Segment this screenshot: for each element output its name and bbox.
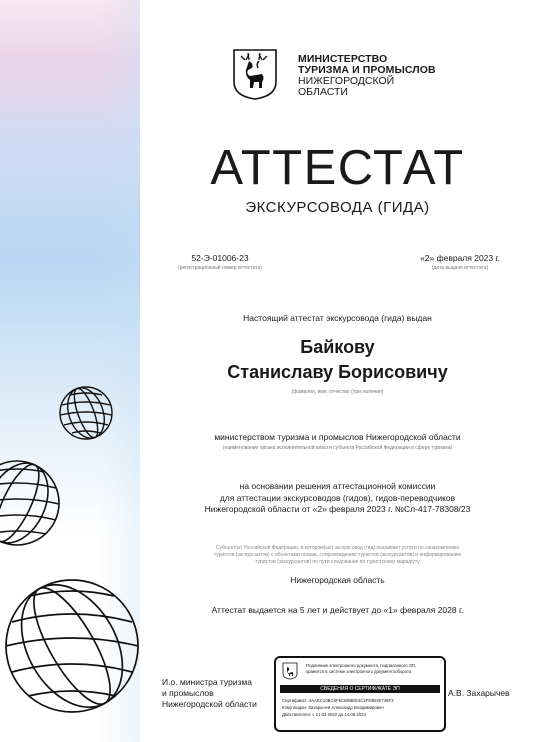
stamp-text-line1: Подлинник электронного документа, подписанного ЭП, (306, 663, 417, 668)
e-signature-stamp (274, 656, 446, 732)
issued-statement: Настоящий аттестат экскурсовода (гида) выдан (243, 313, 432, 323)
basis-text (140, 481, 535, 516)
basis-line1: на основании решения аттестационной комиссии (239, 481, 436, 491)
basis-line2: для аттестации экскурсоводов (гидов), гидов-переводчиков (219, 492, 456, 503)
globe-small-icon (58, 385, 114, 441)
deer-emblem-icon (232, 48, 278, 100)
ministry-header (232, 48, 436, 100)
stamp-owner: Кому выдан: Захарычев Александр Владимирович (282, 705, 384, 710)
region-name: Нижегородская область (290, 575, 385, 585)
stamp-serial: Сертификат: 4AAEC10BC8F5CB0BEE4C2F83B2E746F3 (282, 698, 394, 703)
stamp-text-line2: хранится в системе электронного документооборота (306, 668, 412, 674)
holder-caption: (фамилия, имя, отчество (при наличии) (291, 389, 384, 395)
document-subtitle: ЭКСКУРСОВОДА (ГИДА) (245, 199, 430, 216)
region-note-line3: туристов (экскурсантов) по пути следования по туристскому маршруту (255, 559, 420, 565)
issuing-organization-caption: (наименование органа исполнительной власти субъекта Российской Федерации в сфере туризма) (222, 445, 453, 451)
region-note (160, 545, 515, 566)
document-title: АТТЕСТАТ (210, 141, 465, 195)
ministry-name-line3: НИЖЕГОРОДСКОЙ (298, 75, 395, 87)
signer-line3: Нижегородской области (162, 699, 257, 709)
signer-line1: И.о. министра туризма (162, 677, 253, 687)
ministry-name-line2: ТУРИЗМА И ПРОМЫСЛОВ (298, 64, 436, 76)
holder-given-names: Станиславу Борисовичу (227, 362, 448, 382)
issuing-organization: министерством туризма и промыслов Нижегородской области (214, 432, 461, 442)
signer-line2: и промыслов (162, 688, 214, 698)
signer-position (162, 677, 257, 710)
validity-statement: Аттестат выдается на 5 лет и действует до «1» февраля 2028 г. (211, 605, 464, 615)
globe-large-icon (2, 576, 142, 716)
ministry-name-line4: ОБЛАСТИ (298, 86, 348, 98)
registration-number-caption: (регистрационный номер аттестата) (178, 265, 262, 271)
registration-number: 52-Э-01006-23 (191, 253, 249, 263)
region-note-line2: туристов (экскурсантов) с объектами показа, сопровождению туристов (экскурсантов) и информированию (213, 552, 462, 558)
holder-surname: Байкову (300, 337, 375, 357)
stamp-validity: Действителен: с 21.03.2022 до 14.06.2023 (282, 712, 366, 717)
region-note-line1: Субъект(ы) Российской Федерации, в котором(ых) экскурсовод (гид) оказывает услуги по ознакомлению (215, 545, 460, 551)
globe-medium-icon (0, 458, 62, 548)
basis-line3: Нижегородской области от «2» февраля 2023 г. №Сл-417-78308/23 (204, 504, 471, 514)
stamp-header: СВЕДЕНИЯ О СЕРТИФИКАТЕ ЭП (280, 685, 440, 693)
signer-name: А.В. Захарычев (448, 688, 510, 698)
stamp-emblem-icon (282, 662, 298, 680)
issue-date: «2» февраля 2023 г. (420, 253, 500, 263)
ministry-name-line1: МИНИСТЕРСТВО (298, 53, 388, 65)
issue-date-caption: (дата выдачи аттестата) (431, 265, 489, 271)
